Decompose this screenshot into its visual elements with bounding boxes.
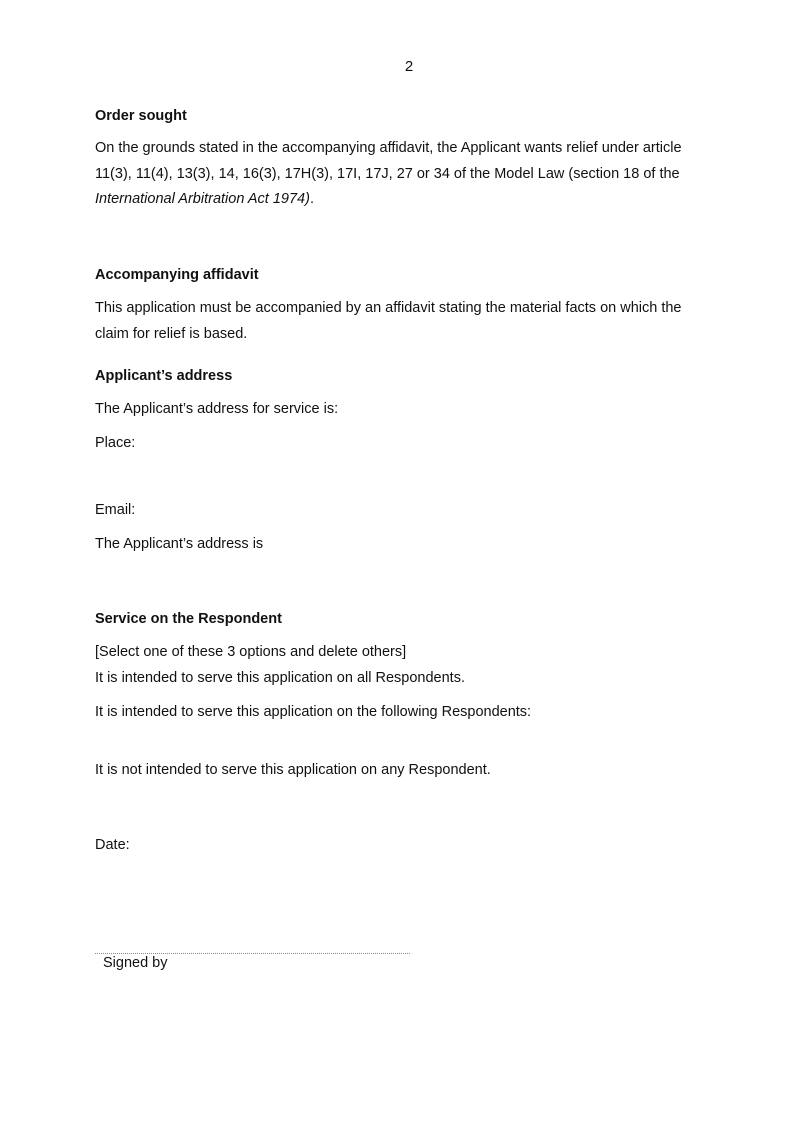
act-name: International Arbitration Act 1974) <box>95 191 310 207</box>
applicants-address-heading: Applicant’s address <box>95 368 233 384</box>
order-sought-text: On the grounds stated in the accompanying affidavit, the Applicant wants relief under article 11(3), 11(4), 13(3), 14, 16(3), 17H(3), 17I, 17J, 27 or 34 of the Model Law (section 18 of the <box>95 140 682 182</box>
service-option-none: It is not intended to serve this application on any Respondent. <box>95 762 491 778</box>
applicant-address-line: The Applicant’s address is <box>95 536 264 552</box>
page-number: 2 <box>404 58 414 75</box>
signature-line <box>95 953 410 954</box>
accompanying-affidavit-heading: Accompanying affidavit <box>95 267 259 283</box>
email-label: Email: <box>95 502 136 518</box>
place-label: Place: <box>95 435 136 451</box>
signed-by-label: Signed by <box>103 955 168 971</box>
address-for-service-line: The Applicant’s address for service is: <box>95 401 339 417</box>
date-label: Date: <box>95 837 130 853</box>
order-sought-heading: Order sought <box>95 108 187 124</box>
service-option-all: It is intended to serve this application on all Respondents. <box>95 670 465 686</box>
order-sought-text-end: . <box>309 191 314 207</box>
service-option-following: It is intended to serve this application on the following Respondents: <box>95 704 532 720</box>
accompanying-affidavit-paragraph: This application must be accompanied by an affidavit stating the material facts on which the claim for relief is based. <box>95 300 682 342</box>
service-heading: Service on the Respondent <box>95 611 282 627</box>
order-sought-paragraph <box>95 136 705 213</box>
service-instruction: [Select one of these 3 options and delete others] <box>95 644 407 660</box>
